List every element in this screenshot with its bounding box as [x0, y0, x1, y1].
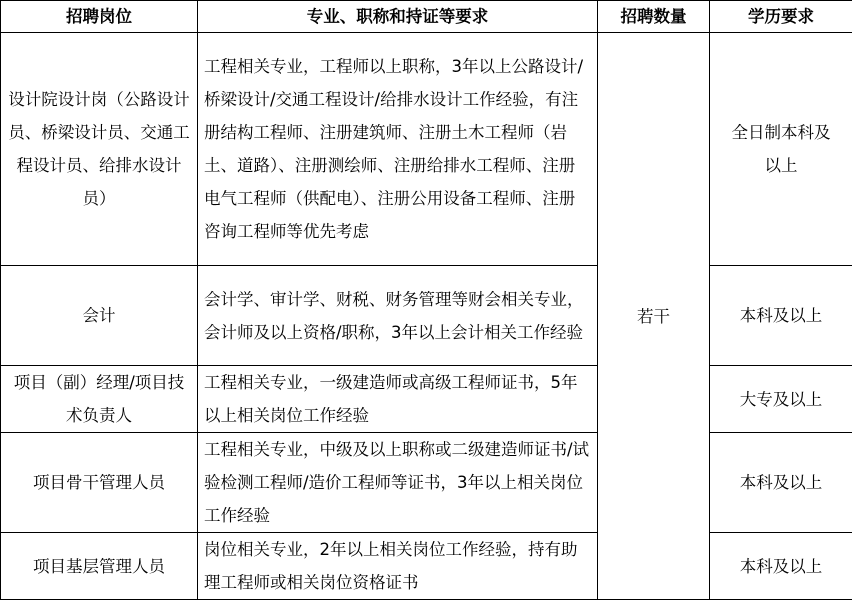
education-cell: 本科及以上	[710, 533, 852, 600]
position-cell: 设计院设计岗（公路设计员、桥梁设计员、交通工程设计员、给排水设计员）	[1, 33, 198, 266]
position-cell: 项目基层管理人员	[1, 533, 198, 600]
header-requirements: 专业、职称和持证等要求	[198, 1, 598, 33]
table-row	[1, 533, 852, 600]
header-position: 招聘岗位	[1, 1, 198, 33]
position-cell: 项目（副）经理/项目技术负责人	[1, 366, 198, 433]
requirements-cell: 工程相关专业，一级建造师或高级工程师证书，5年以上相关岗位工作经验	[198, 366, 598, 433]
count-cell: 若干	[598, 33, 710, 600]
education-cell: 本科及以上	[710, 266, 852, 366]
table-header-row	[1, 1, 852, 33]
table-row	[1, 33, 852, 266]
position-cell: 会计	[1, 266, 198, 366]
education-cell: 本科及以上	[710, 433, 852, 533]
requirements-cell: 工程相关专业，工程师以上职称，3年以上公路设计/桥梁设计/交通工程设计/给排水设计工作经验，有注册结构工程师、注册建筑师、注册土木工程师（岩土、道路）、注册测绘师、注册给排水工程师、注册电气工程师（供配电）、注册公用设备工程师、注册咨询工程师等优先考虑	[198, 33, 598, 266]
position-cell: 项目骨干管理人员	[1, 433, 198, 533]
requirements-cell: 岗位相关专业，2年以上相关岗位工作经验，持有助理工程师或相关岗位资格证书	[198, 533, 598, 600]
requirements-cell: 会计学、审计学、财税、财务管理等财会相关专业，会计师及以上资格/职称，3年以上会计相关工作经验	[198, 266, 598, 366]
header-education: 学历要求	[710, 1, 852, 33]
education-cell: 全日制本科及以上	[710, 33, 852, 266]
education-cell: 大专及以上	[710, 366, 852, 433]
table-row	[1, 366, 852, 433]
requirements-cell: 工程相关专业，中级及以上职称或二级建造师证书/试验检测工程师/造价工程师等证书，3年以上相关岗位工作经验	[198, 433, 598, 533]
table-row	[1, 266, 852, 366]
table-row	[1, 433, 852, 533]
header-count: 招聘数量	[598, 1, 710, 33]
